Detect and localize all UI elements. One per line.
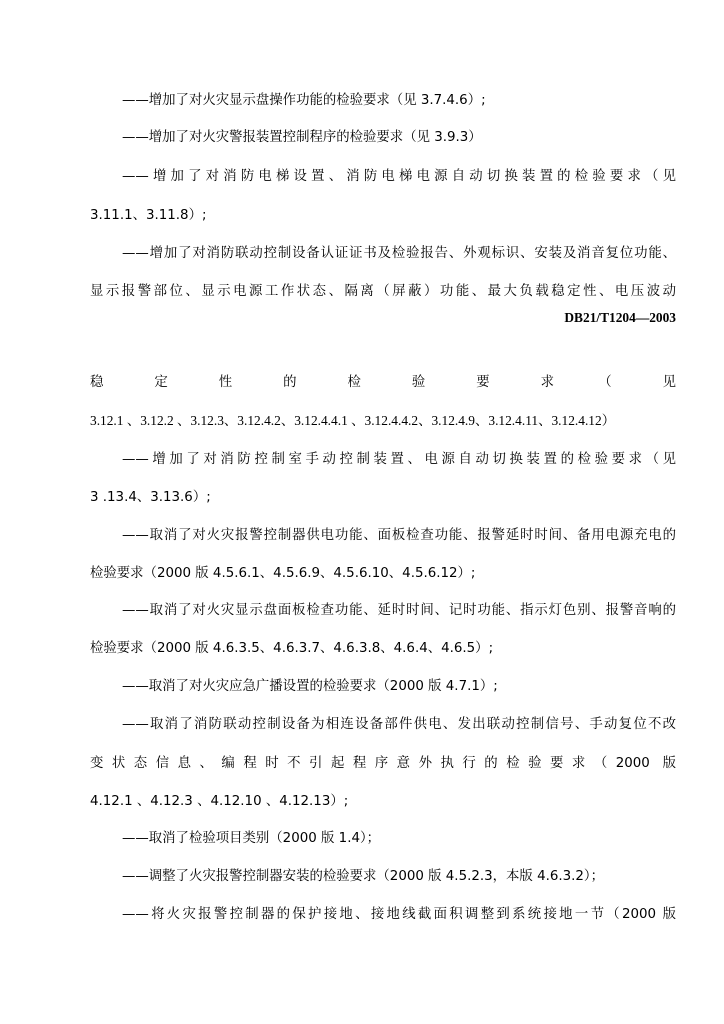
text-line: 变状态信息、编程时不引起程序意外执行的检验要求（2000 版 [90,756,676,771]
text-line: ——取消了对火灾显示盘面板检查功能、延时时间、记时功能、指示灯色别、报警音响的 [122,603,676,618]
text-line: 检验要求（2000 版 4.6.3.5、4.6.3.7、4.6.3.8、4.6.4、4.6.5）; [90,641,494,656]
text-line: ——调整了火灾报警控制器安装的检验要求（2000 版 4.5.2.3，本版 4.6.3.2）； [122,869,604,884]
text-line: 4.12.1 、4.12.3 、4.12.10 、4.12.13）; [90,794,349,809]
text-line: ——增加了对消防控制室手动控制装置、电源自动切换装置的检验要求（见 [122,452,676,467]
text-line: 3.11.1、3.11.8）; [90,208,207,223]
text-line: ——取消了对火灾报警控制器供电功能、面板检查功能、报警延时时间、备用电源充电的 [122,528,676,543]
doc-code-header: DB21/T1204—2003 [564,310,676,325]
text-line: ——增加了对消防电梯设置、消防电梯电源自动切换装置的检验要求（见 [122,169,676,184]
text-line: ——取消了检验项目类别（2000 版 1.4）； [122,831,381,846]
text-line: 稳 定 性 的 检 验 要 求 （ 见 [90,375,676,390]
text-line: 3.12.1 、3.12.2 、3.12.3、3.12.4.2、3.12.4.4.1 、3.12.4.4.2、3.12.4.9、3.12.4.11、3.12.4.12） [90,413,616,428]
text-line: ——将火灾报警控制器的保护接地、接地线截面积调整到系统接地一节（2000 版 [122,907,676,922]
text-line: ——增加了对火灾显示盘操作功能的检验要求（见 3.7.4.6）; [122,93,486,108]
text-line: ——取消了消防联动控制设备为相连设备部件供电、发出联动控制信号、手动复位不改 [122,717,676,732]
text-line: 检验要求（2000 版 4.5.6.1、4.5.6.9、4.5.6.10、4.5.6.12）; [90,566,476,581]
text-line: ——增加了对消防联动控制设备认证证书及检验报告、外观标识、安装及消音复位功能、 [122,246,676,261]
text-line: ——取消了对火灾应急广播设置的检验要求（2000 版 4.7.1）; [122,679,498,694]
text-line: 3 .13.4、3.13.6）; [90,490,211,505]
text-line: ——增加了对火灾警报装置控制程序的检验要求（见 3.9.3） [122,130,482,145]
text-line: 显示报警部位、显示电源工作状态、隔离（屏蔽）功能、最大负载稳定性、电压波动 [90,284,676,299]
